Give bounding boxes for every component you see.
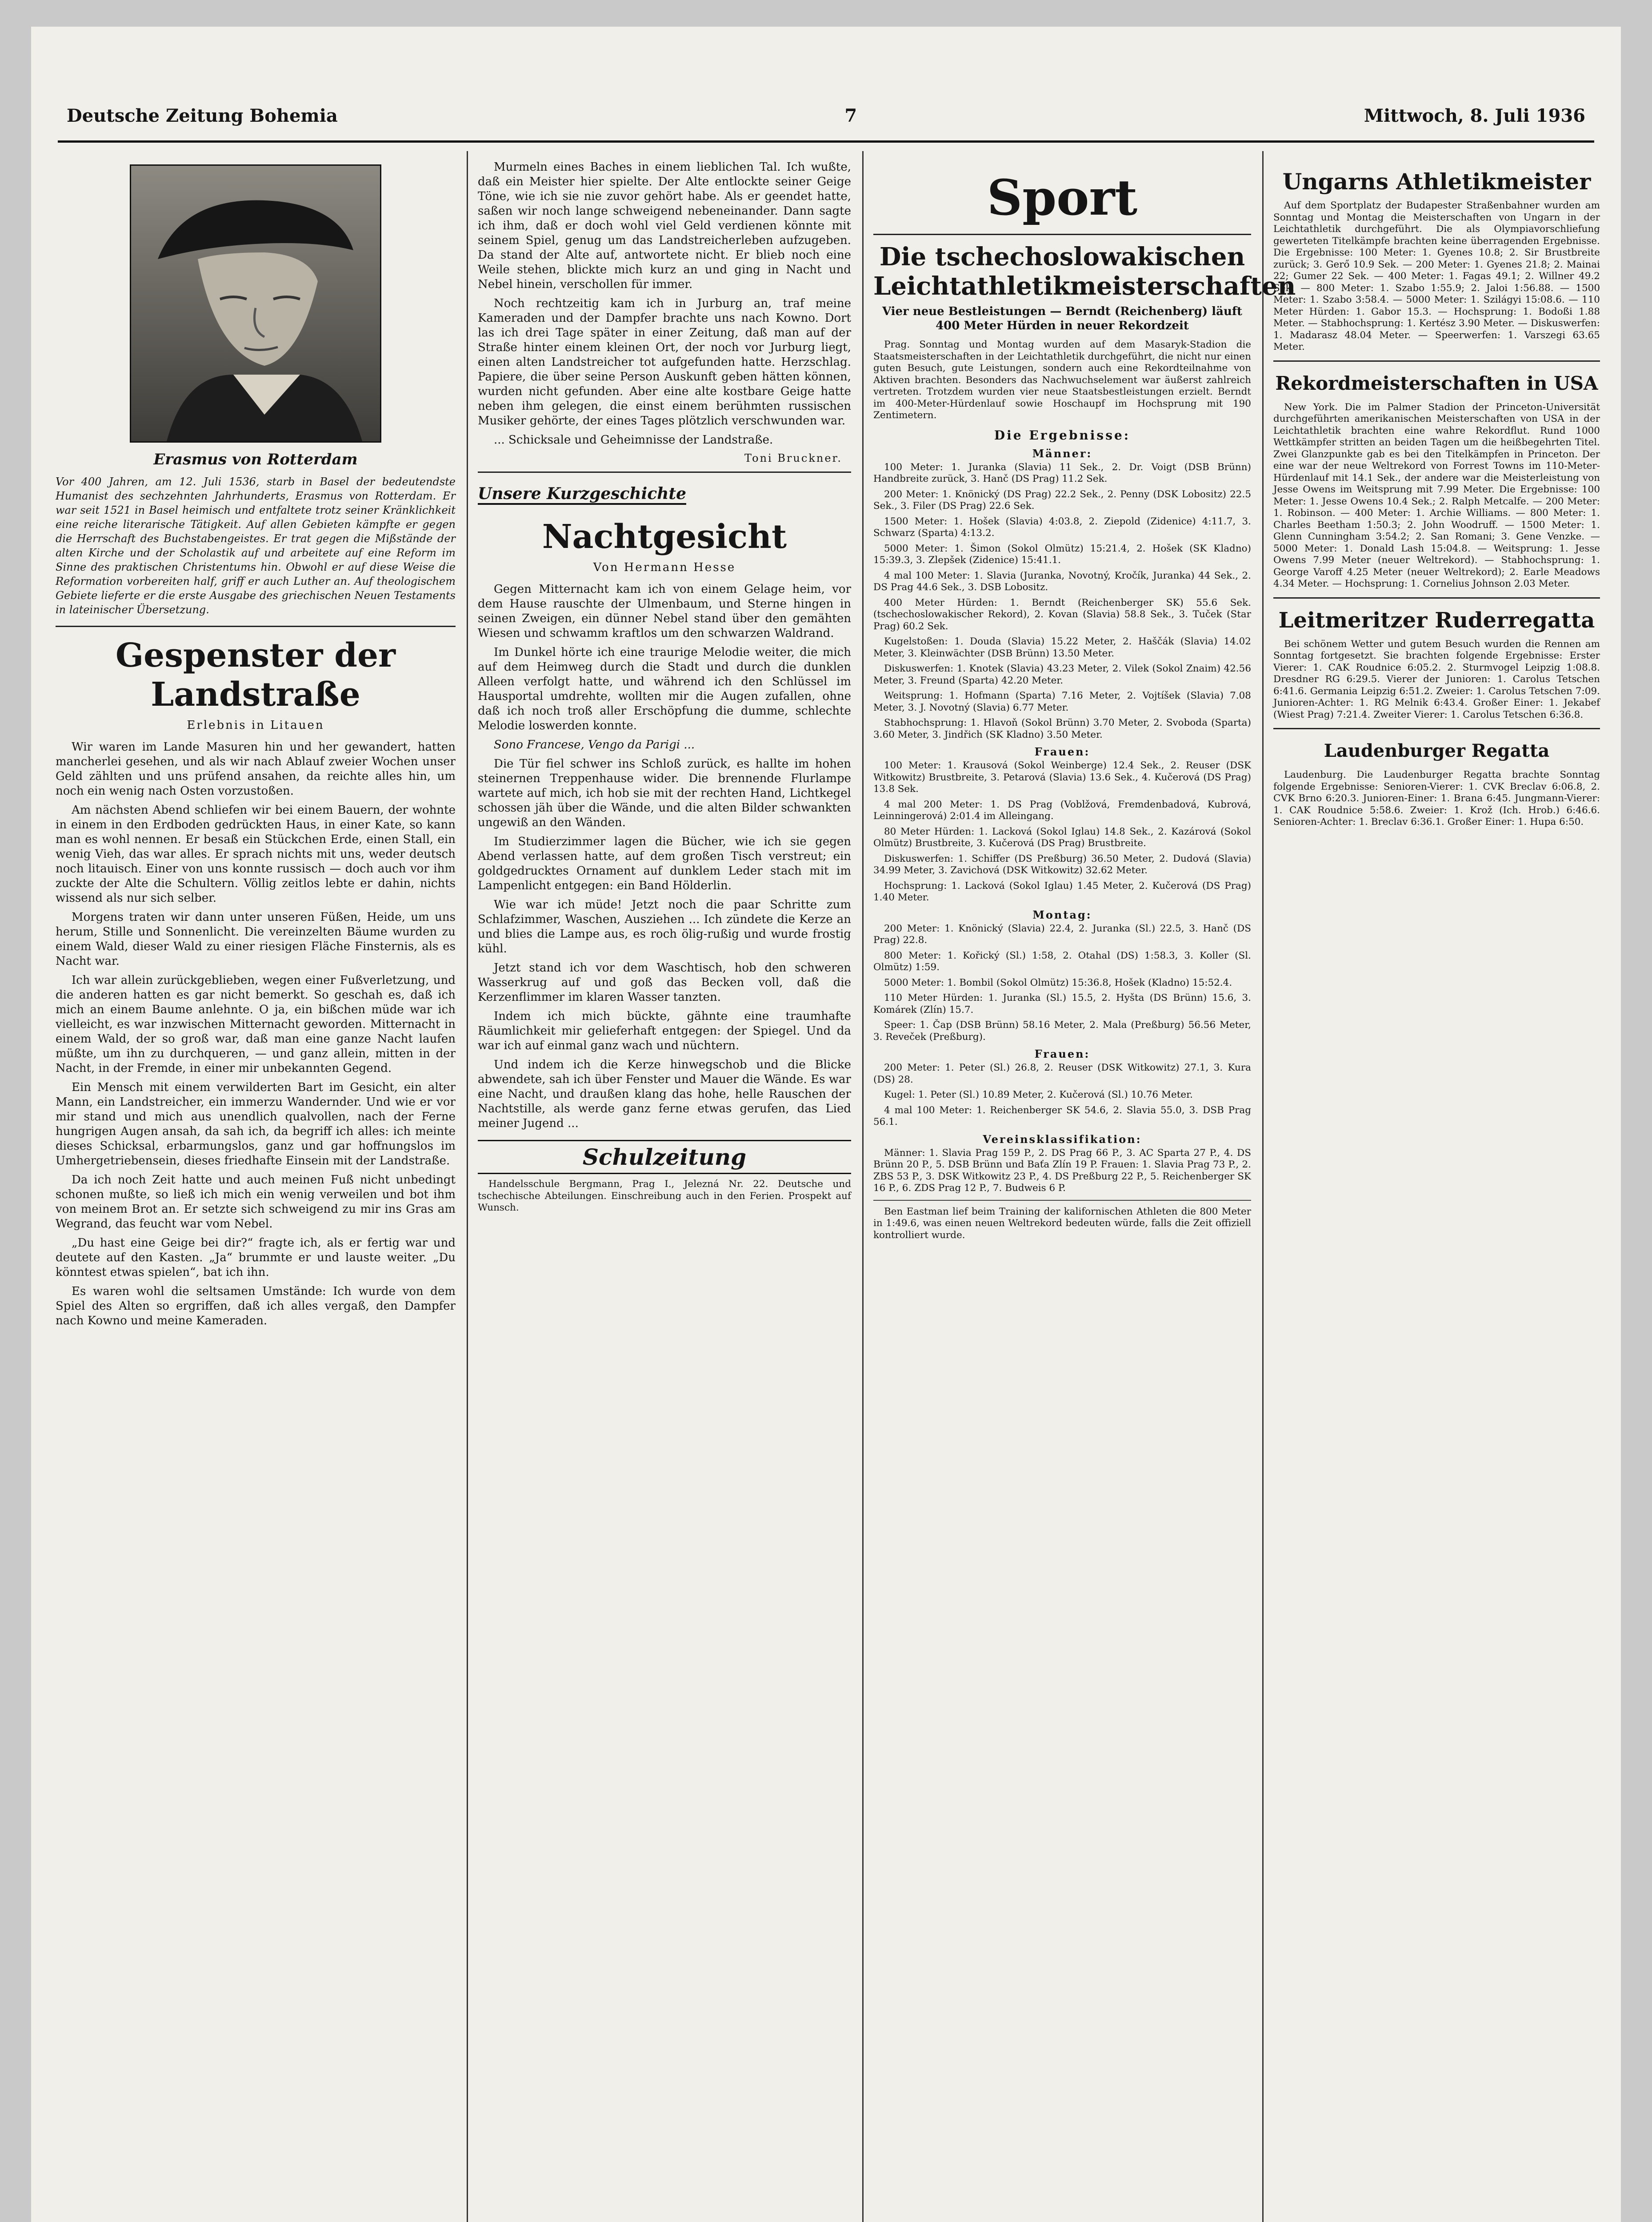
club-heading: Vereinsklassifikation: [983,1132,1142,1146]
story-paragraph: Wie war ich müde! Jetzt noch die paar Schritte zum Schlafzimmer, Waschen, Ausziehen ... Ich zündete die Kerze an und blies die Lampe aus, es roch ölig-rußig und wurde frostig kühl. [478,898,851,955]
story-paragraph: Ich war allein zurückgeblieben, wegen einer Fußverletzung, und die anderen hatten es gar nicht bemerkt. So geschah es, daß ich mich an einem Baume anlehnte. O ja, ein bißchen müde war ich vielleicht, es war inzwischen Mitternacht geworden. Mitternacht in einem Wald, der so groß war, daß man eine ganze Nacht laufen müßte, um ihn zu durchqueren, — und ganz allein, mitten in der Nacht, in der Fremde, in einer mir unbekannten Gegend. [56,974,456,1075]
result-line: 200 Meter: 1. Knönický (Slavia) 22.4, 2. Juranka (Sl.) 22.5, 3. Hanč (DS Prag) 22.8. [873,923,1251,946]
schulzeitung-heading: Schulzeitung [478,1140,851,1174]
result-line: 100 Meter: 1. Krausová (Sokol Weinberge) 12.4 Sek., 2. Reuser (DSK Witkowitz) Brustbreite, 3. Petarová (Slavia) 13.6 Sek., 4. Kučerová (DS Prag) 13.8 Sek. [873,760,1251,795]
portrait-caption: Erasmus von Rotterdam [153,451,358,468]
story-paragraph: Wir waren im Lande Masuren hin und her gewandert, hatten mancherlei gesehen, und als wir nach Ablauf zweier Wochen unser Geld zählten und uns prüfend ansahen, da reichte alles hin, um noch ein wenig nach Osten vorzustoßen. [56,740,456,798]
story-title: Nachtgesicht [542,518,787,556]
result-line: 1500 Meter: 1. Hošek (Slavia) 4:03.8, 2. Ziepold (Zidenice) 4:11.7, 3. Schwarz (Sparta) 4:13.2. [873,516,1251,539]
story-title: Gespenster der Landstraße [115,636,396,714]
story-paragraph: Gegen Mitternacht kam ich von einem Gelage heim, vor dem Hause rauschte der Ulmenbaum, und Sterne hingen in seinen Zweigen, ein dünner Nebel stand über den gemähten Wiesen und schwamm kraftlos um den schwarzen Waldrand. [478,583,851,640]
result-line: Speer: 1. Čap (DSB Brünn) 58.16 Meter, 2. Mala (Preßburg) 56.56 Meter, 3. Reveček (Preßburg). [873,1019,1251,1043]
result-line: 4 mal 200 Meter: 1. DS Prag (Voblžová, Fremdenbadová, Kubrová, Leinningerová) 2:01.4 im Alleingang. [873,799,1251,822]
monday-heading: Montag: [1032,908,1092,921]
column-divider [1262,151,1264,2222]
divider [1273,360,1600,362]
article-headline: Die tschechoslowakischen Leichtathletikmeisterschaften [873,242,1296,301]
divider [1273,728,1600,729]
result-line: 4 mal 100 Meter: 1. Reichenberger SK 54.6, 2. Slavia 55.0, 3. DSB Prag 56.1. [873,1104,1251,1127]
story-paragraph: Im Dunkel hörte ich eine traurige Melodie weiter, die mich auf dem Heimweg durch die Stadt und durch die dunklen Alleen verfolgt hatte, und während ich den Schlüssel im Hausportal umdrehte, wollten mir die Augen zufallen, ohne daß ich noch troß aller Erschöpfung die dumme, schlechte Melodie loswerden konnte. [478,646,851,732]
header-masthead: Deutsche Zeitung Bohemia [67,105,338,126]
story-paragraph: Murmeln eines Baches in einem lieblichen Tal. Ich wußte, daß ein Meister hier spielte. Der Alte entlockte seiner Geige Töne, wie ich sie nie zuvor gehört habe. Als er geendet hatte, saßen wir noch lange schweigend nebeneinander. Dann sagte ich ihm, daß er doch wohl viel Geld verdienen könnte mit seinem Spiel, genug um das Landstreicherleben aufzugeben. Da stand der Alte auf, antwortete nicht. Er blieb noch eine Weile stehen, blickte mich kurz an und ging in Nacht und Nebel hinein, verschollen für immer. [478,160,851,291]
story-paragraph: Im Studierzimmer lagen die Bücher, wie ich sie gegen Abend verlassen hatte, auf dem großen Tisch verstreut; ein goldgedrucktes Ornament auf dunklem Leder stach mit im Lampenlicht entgegen: ein Band Hölderlin. [478,835,851,892]
story-paragraph: Ein Mensch mit einem verwilderten Bart im Gesicht, ein alter Mann, ein Landstreicher, ein immerzu Wandernder. Und wie er vor mir stand und mich aus unendlich qualvollen, nach der Ferne hungrigen Augen ansah, da sah ich, da begriff ich alles: ich meinte dieses Schicksal, erbarmungslos, ganz und gar hoffnungslos im Umhergetriebensein, dieses friedhafte Einsein mit der Landstraße. [56,1081,456,1167]
result-line: 200 Meter: 1. Knönický (DS Prag) 22.2 Sek., 2. Penny (DSK Lobositz) 22.5 Sek., 3. Filer (DS Prag) 22.6 Sek. [873,488,1251,512]
results-heading: Die Ergebnisse: [994,428,1131,443]
result-line: 4 mal 100 Meter: 1. Slavia (Juranka, Novotný, Kročík, Juranka) 44 Sek., 2. DS Prag 44.6 Sek., 3. DSB Lobositz. [873,570,1251,593]
result-line: 100 Meter: 1. Juranka (Slavia) 11 Sek., 2. Dr. Voigt (DSB Brünn) Handbreite zurück, 3. Hanč (DS Prag) 11.2 Sek. [873,461,1251,484]
portrait-text: Vor 400 Jahren, am 12. Juli 1536, starb in Basel der bedeutendste Humanist des sechzehnten Jahrhunderts, Erasmus von Rotterdam. Er war seit 1521 in Basel heimisch und entfaltete trotz seiner Kränklichkeit eine reiche literarische Tätigkeit. Auf allen Gebieten kämpfte er gegen die Herrschaft des Buchstabengeistes. Er trat gegen die Mißstände der alten Kirche und der Scholastik auf und arbeitete auf eine Reform im Sinne des praktischen Christentums hin. Obwohl er auf diese Weise die Reformation vorbereiten half, griff er auch Luther an. Auf theologischem Gebiete lieferte er die erste Ausgabe des griechischen Neuen Testaments in lateinischer Übersetzung. [56,476,456,616]
divider [1273,597,1600,599]
story-paragraph: Die Tür fiel schwer ins Schloß zurück, es hallte im hohen steinernen Treppenhause wider. Die brennende Flurlampe wartete auf mich, ich hob sie mit der rechten Hand, Lichtkegel schossen jäh über die Wände, und die alten Bilder schwankten ungewiß an den Wänden. [478,757,851,829]
story-paragraph: Indem ich mich bückte, gähnte eine traumhafte Räumlichkeit mir gelieferhaft entgegen: der Spiegel. Und da war ich auf einmal ganz wach und nüchtern. [478,1010,851,1052]
result-line: Kugel: 1. Peter (Sl.) 10.89 Meter, 2. Kučerová (Sl.) 10.76 Meter. [884,1089,1193,1100]
column-1 [56,160,456,2222]
club-classification: Männer: 1. Slavia Prag 159 P., 2. DS Prag 66 P., 3. AC Sparta 27 P., 4. DS Brünn 20 P., 5. DSB Brünn und Baťa Zlín 19 P. Frauen: 1. Slavia Prag 73 P., 2. ZBS 53 P., 3. DSK Witkowitz 23 P., 4. DS Preßburg 22 P., 5. Reichenberger SK 16 P., 6. ZDS Prag 12 P., 7. Budweis 6 P. [873,1147,1251,1194]
result-line: Weitsprung: 1. Hofmann (Sparta) 7.16 Meter, 2. Vojtíšek (Slavia) 7.08 Meter, 3. J. Novotný (Slavia) 6.77 Meter. [873,690,1251,713]
column-divider [467,151,468,2222]
result-line: 110 Meter Hürden: 1. Juranka (Sl.) 15.5, 2. Hyšta (DS Brünn) 15.6, 3. Komárek (Zlín) 15.7. [873,992,1251,1015]
header-rule [58,140,1594,143]
result-line: Stabhochsprung: 1. Hlavoň (Sokol Brünn) 3.70 Meter, 2. Svoboda (Sparta) 3.60 Meter, 3. Jindřich (SK Kladno) 3.50 Meter. [873,717,1251,740]
result-line: Diskuswerfen: 1. Schiffer (DS Preßburg) 36.50 Meter, 2. Dudová (Slavia) 34.99 Meter, 3. Zavichová (DSK Witkowitz) 32.62 Meter. [873,853,1251,876]
header-date: Mittwoch, 8. Juli 1936 [1364,105,1585,126]
women-monday-heading: Frauen: [1034,1047,1090,1060]
column-4 [1273,160,1600,2222]
column-divider [862,151,864,2222]
women-heading: Frauen: [1034,745,1090,758]
story-paragraph: Es waren wohl die seltsamen Umstände: Ich wurde von dem Spiel des Alten so ergriffen, daß ich alles vergaß, den Dampfer nach Kowno und meine Kameraden. [56,1285,456,1327]
story-paragraph: ... Schicksale und Geheimnisse der Landstraße. [494,433,773,447]
result-line: Kugelstoßen: 1. Douda (Slavia) 15.22 Meter, 2. Haščák (Slavia) 14.02 Meter, 3. Kleinwächter (DSB Brünn) 13.50 Meter. [873,636,1251,659]
story-paragraph: Jetzt stand ich vor dem Waschtisch, hob den schweren Wasserkrug auf und goß das Becken voll, daß die Kerzenflimmer im klaren Wasser tanzten. [478,961,851,1004]
story-paragraph: Am nächsten Abend schliefen wir bei einem Bauern, der wohnte in einem in den Erdboden gedrückten Haus, in einer Kate, so kann man es wohl nennen. Er besaß ein Stückchen Erde, einen Stall, ein wenig Vieh, das war alles. Er sprach nichts mit uns, weder deutsch noch litauisch. Einer von uns konnte russisch — doch auch vor ihm zuckte der Alte die Schultern. Völlig zeitlos lebte er dahin, nichts wissend als nur sich selber. [56,803,456,905]
song-quote: Sono Francese, Vengo da Parigi ... [494,738,695,751]
divider [56,626,456,627]
result-line: 400 Meter Hürden: 1. Berndt (Reichenberger SK) 55.6 Sek. (tschechoslowakischer Rekord), 2. Kovan (Slavia) 58.8 Sek., 3. Tuček (Star Prag) 60.2 Sek. [873,597,1251,632]
result-line: 5000 Meter: 1. Bombil (Sokol Olmütz) 15:36.8, Hošek (Kladno) 15:52.4. [884,977,1232,988]
header-page-number: 7 [844,105,857,126]
article-headline: Rekordmeisterschaften in USA [1275,372,1598,394]
sport-section-title: Sport [987,169,1138,226]
divider [873,234,1251,235]
story-paragraph: Da ich noch Zeit hatte und auch meinen Fuß nicht unbedingt schonen mußte, so ließ ich mich ein wenig verweilen und bot ihm von meinem Brot an. Er setzte sich schweigend zu mir ins Gras am Wegrand, das feucht war vom Nebel. [56,1173,456,1231]
story-paragraph: Noch rechtzeitig kam ich in Jurburg an, traf meine Kameraden und der Dampfer brachte uns nach Kowno. Dort las ich drei Tage später in einer Zeitung, daß man auf der Straße hinter einem kleinen Ort, der noch vor Jurburg liegt, einen alten Landstreicher tot aufgefunden hatte. Herzschlag. Papiere, die über seine Person Auskunft geben hätten können, wurden nicht gefunden. Aber eine alte kostbare Geige hatte neben ihm gelegen, die einst einem berühmten russischen Musiker gehörte, der eines Tages plötzlich verschwunden war. [478,297,851,428]
author-signature: Toni Bruckner. [744,452,842,464]
result-line: 80 Meter Hürden: 1. Lacková (Sokol Iglau) 14.8 Sek., 2. Kazárová (Sokol Olmütz) Brustbreite, 3. Kučerová (DS Prag) Brustbreite. [873,826,1251,849]
article-deck: Vier neue Bestleistungen — Berndt (Reichenberg) läuft 400 Meter Hürden in neuer Rekordzeit [882,305,1243,332]
result-line: 200 Meter: 1. Peter (Sl.) 26.8, 2. Reuser (DSK Witkowitz) 27.1, 3. Kura (DS) 28. [873,1062,1251,1085]
result-line: Diskuswerfen: 1. Knotek (Slavia) 43.23 Meter, 2. Vilek (Sokol Znaim) 42.56 Meter, 3. Freund (Sparta) 42.20 Meter. [873,663,1251,686]
article-text: Bei schönem Wetter und gutem Besuch wurden die Rennen am Sonntag fortgesetzt. Sie brachten folgende Ergebnisse: Erster Vierer: 1. CAK Roudnice 6:05.2. 2. Sturmvogel Leipzig 1:08.8. Dresdner RG 6:29.5. Vierer der Junioren: 1. Carolus Tetschen 6:41.6. Germania Leipzig 6:51.2. Zweier: 1. Carolus Tetschen 7:09. Junioren-Achter: 1. RG Melnik 6:43.4. Großer Einer: 1. Jekabef (Wiest Prag) 7:21.4. Zweiter Vierer: 1. Carolus Tetschen 6:36.8. [1273,638,1600,720]
story-paragraph: „Du hast eine Geige bei dir?“ fragte ich, als er fertig war und deutete auf den Kasten. „Ja“ brummte er und lauste weiter. „Du könntest etwas spielen“, bat ich ihn. [56,1236,456,1279]
article-text: Laudenburg. Die Laudenburger Regatta brachte Sonntag folgende Ergebnisse: Senioren-Vierer: 1. CVK Breclav 6:06.8, 2. CVK Brno 6:20.3. Junioren-Einer: 1. Brana 6:45. Jungmann-Vierer: 1. CAK Roudnice 5:58.6. Zweier: 1. Krož (Ich. Hrob.) 6:46.6. Senioren-Achter: 1. Breclav 6:36.1. Großer Einer: 1. Hupa 6:50. [1273,769,1600,827]
article-text: Auf dem Sportplatz der Budapester Straßenbahner wurden am Sonntag und Montag die Meisterschaften von Ungarn in der Leichtathletik durchgeführt. Die als Olympiavorschliefung gewerteten Titelkämpfe brachten keine überragenden Ergebnisse. Die Ergebnisse: 100 Meter: 1. Gyenes 10.8; 2. Sir Brustbreite zurück; 3. Gerő 10.9 Sek. — 200 Meter: 1. Gyenes 21.8; 2. Mainai 22; Gumer 22 Sek. — 400 Meter: 1. Fagas 49.1; 2. Willner 49.2 Sek. — 800 Meter: 1. Szabo 1:55.9; 2. Jaloi 1:56.88. — 1500 Meter: 1. Szabo 3:58.4. — 5000 Meter: 1. Szilágyi 15:08.6. — 110 Meter Hürden: 1. Gabor 15.3. — Hochsprung: 1. Bodoßi 1.88 Meter. — Stabhochsprung: 1. Kertész 3.90 Meter. — Diskuswerfen: 1. Madarasz 48.04 Meter. — Speerwerfen: 1. Varszegi 63.65 Meter. [1273,200,1600,352]
story-paragraph: Morgens traten wir dann unter unseren Füßen, Heide, um uns herum, Stille und Sonnenlicht. Die vereinzelten Bäume wurden zu einem Wald, dieser Wald zu einer riesigen Fläche Finsternis, als es Nacht war. [56,911,456,968]
page-header [67,98,1585,133]
article-headline: Laudenburger Regatta [1324,740,1550,761]
column-3 [873,160,1296,2222]
story-author: Von Hermann Hesse [593,561,736,574]
article-text: New York. Die im Palmer Stadion der Princeton-Universität durchgeführten amerikanischen Meisterschaften von USA in der Leichtathletik brachten eine wahre Rekordflut. Rund 1000 Wettkämpfer stritten an beiden Tagen um die heißbegehrten Titel. Zwei Glanzpunkte gab es bei den Titelkämpfen in Princeton. Der eine war der neue Weltrekord von Forrest Towns im 110-Meter-Hürdenlauf mit 14.1 Sek., der andere war die Meisterleistung von Jesse Owens im Weitsprung mit 7.99 Meter. Die Ergebnisse: 100 Meter: 1. Jesse Owens 10.4 Sek.; 2. Ralph Metcalfe. — 200 Meter: 1. Robinson. — 400 Meter: 1. Archie Williams. — 800 Meter: 1. Charles Beetham 1:50.3; 2. John Woodruff. — 1500 Meter: 1. Glenn Cunningham 3:54.2; 2. San Romani; 3. Gene Venzke. — 5000 Meter: 1. Donald Lash 15:04.8. — Weitsprung: 1. Jesse Owens 7.99 Meter (neuer Weltrekord). — Stabhochsprung: 1. George Varoff 4.25 Meter (neuer Weltrekord); 2. Earle Meadows 4.34 Meter. — Hochsprung: 1. Cornelius Johnson 2.03 Meter. [1273,401,1600,589]
article-intro: Prag. Sonntag und Montag wurden auf dem Masaryk-Stadion die Staatsmeisterschaften in der Leichtathletik durchgeführt, die nicht nur einen guten Besuch, gute Leistungen, sondern auch eine Rekordteilnahme von Aktiven brachten. Besonders das Nachwuchselement war äußerst zahlreich vertreten. Trotzdem wurden vier neue Staatsbestleistungen erzielt. Berndt im 400-Meter-Hürdenlauf sowie Hoschaupf im Hochsprung mit 190 Zentimetern. [873,339,1251,421]
divider [478,472,851,473]
divider [873,1200,1251,1201]
men-heading: Männer: [1032,447,1092,460]
article-headline: Leitmeritzer Ruderregatta [1278,607,1595,633]
result-line: 800 Meter: 1. Kořický (Sl.) 1:58, 2. Otahal (DS) 1:58.3, 3. Koller (Sl. Olmütz) 1:59. [873,950,1251,973]
story-subtitle: Erlebnis in Litauen [187,719,324,732]
result-line: 5000 Meter: 1. Šimon (Sokol Olmütz) 15:21.4, 2. Hošek (SK Kladno) 15:39.3, 3. Zlepšek (Zidenice) 15:41.1. [873,543,1251,566]
closing-note: Ben Eastman lief beim Training der kalifornischen Athleten die 800 Meter in 1:49.6, was einen neuen Weltrekord bedeuten würde, falls die Zeit offiziell kontrolliert wurde. [873,1206,1251,1241]
column-2 [478,160,851,2222]
schulzeitung-text: Handelsschule Bergmann, Prag I., Jelezná Nr. 22. Deutsche und tschechische Abteilungen. Einschreibung auch in den Ferien. Prospekt auf Wunsch. [478,1179,851,1213]
story-paragraph: Und indem ich die Kerze hinwegschob und die Blicke abwendete, sah ich über Fenster und Mauer die Wände. Es war eine Nacht, und draußen klang das hohe, helle Rauschen der Nachtstille, als werde ganz ferne etwas gerufen, das Lied meiner Jugend ... [478,1058,851,1130]
article-headline: Ungarns Athletikmeister [1282,168,1591,195]
section-label: Unsere Kurzgeschichte [478,484,686,505]
newspaper-page [31,27,1621,2222]
erasmus-portrait-image [130,164,381,443]
result-line: Hochsprung: 1. Lacková (Sokol Iglau) 1.45 Meter, 2. Kučerová (DS Prag) 1.40 Meter. [873,880,1251,903]
